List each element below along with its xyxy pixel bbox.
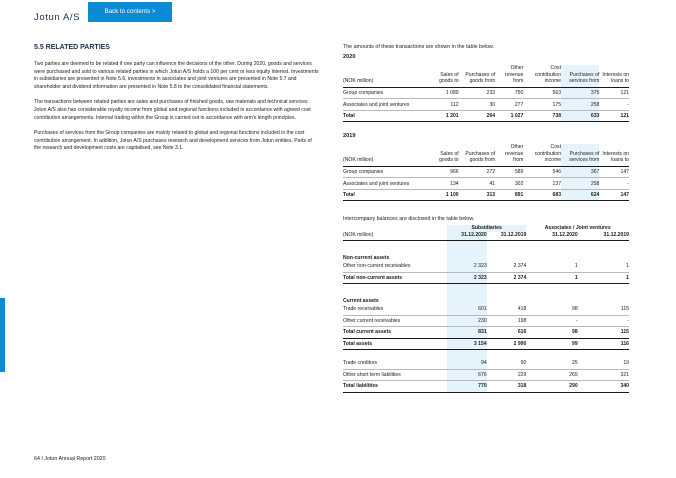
row-label: Trade creditors (343, 358, 447, 370)
table-cell: 121 (599, 87, 629, 99)
table-cell: 147 (599, 166, 629, 178)
column-header: 31.12.2019 (578, 232, 629, 241)
table-cell: 277 (495, 99, 523, 111)
year-2020-heading: 2020 (343, 54, 356, 60)
associates-header: Associates / Joint ventures (544, 225, 611, 231)
table-row (343, 327, 629, 339)
table-cell: 1 027 (495, 110, 523, 122)
table-cell: 2 990 (487, 338, 527, 350)
table-cell: 264 (459, 110, 496, 122)
row-label: Trade receivables (343, 304, 447, 316)
column-header: Purchases of services from (561, 65, 599, 87)
table-row (343, 338, 629, 350)
table-row (343, 261, 629, 273)
table-cell: 115 (578, 327, 629, 339)
section-title: 5.5 RELATED PARTIES (34, 44, 110, 51)
column-header: Cost contribution income (523, 144, 561, 166)
table-cell: 94 (447, 358, 487, 370)
table-cell: 563 (523, 87, 561, 99)
column-header: Sales of goods to (435, 144, 459, 166)
table-cell: 230 (447, 315, 487, 327)
table-cell: 115 (578, 304, 629, 316)
column-header: Cost contribution income (523, 65, 561, 87)
transactions-2019-table (343, 144, 629, 201)
table-row (343, 381, 629, 393)
table-cell: 966 (435, 166, 459, 178)
table-cell: 258 (561, 178, 599, 190)
row-label: Total assets (343, 338, 447, 350)
table-cell: - (599, 178, 629, 190)
table-cell: 616 (487, 327, 527, 339)
back-to-contents-button[interactable]: Back to contents > (88, 2, 172, 22)
table-cell: 624 (561, 189, 599, 201)
column-header: (NOK million) (343, 232, 447, 241)
subsidiaries-header: Subsidiaries (447, 225, 526, 232)
section-label: Non-current assets (343, 254, 390, 261)
table-cell: 891 (495, 189, 523, 201)
paragraph-1: Two parties are deemed to be related if one party can influence the decisions of the other. During 2020, goods and services were purchased and sold to various related parties in which Jotun A/S holds a 100 per cent or less equity interest. Investments in subsidiaries are presented in Note 5.6, investments in associates and joint ventures are presented in Note 5.7 and shareholder and dividend information are presented in Note 5.8 to the consolidated financial statements. (34, 61, 319, 90)
table-cell: 313 (459, 189, 496, 201)
table-cell: 683 (523, 189, 561, 201)
table-cell: 2 374 (487, 261, 527, 273)
table-cell: 258 (561, 99, 599, 111)
column-header: Purchases of services from (561, 144, 599, 166)
row-label: Total (343, 189, 435, 201)
table-cell: 30 (459, 99, 496, 111)
table-cell: 2 323 (447, 261, 487, 273)
table-cell: 98 (526, 327, 577, 339)
column-header: 31.12.2020 (526, 232, 577, 241)
table-row (343, 99, 629, 111)
table-row (343, 358, 629, 370)
table-row (343, 178, 629, 190)
table-cell: 738 (523, 110, 561, 122)
table-cell: 198 (487, 315, 527, 327)
section-label: Current assets (343, 297, 379, 304)
table-cell: 112 (435, 99, 459, 111)
column-header: Interests on loans to (599, 144, 629, 166)
year-2019-heading: 2019 (343, 133, 356, 139)
table-cell: 770 (447, 381, 487, 393)
row-label: Total current assets (343, 327, 447, 339)
table-cell: 290 (526, 381, 577, 393)
column-header: Other revenue from (495, 144, 523, 166)
table-cell: 831 (447, 327, 487, 339)
table-cell: 302 (495, 178, 523, 190)
table-row (343, 166, 629, 178)
table-cell: 99 (526, 338, 577, 350)
table-cell: 589 (495, 166, 523, 178)
column-header: (NOK million) (343, 144, 435, 166)
table-cell: 137 (523, 178, 561, 190)
related-parties-text (34, 44, 320, 161)
table-row (343, 272, 629, 284)
intercompany-intro: Intercompany balances are disclosed in the table below. (343, 216, 475, 222)
table-cell: 134 (435, 178, 459, 190)
table-cell: 25 (526, 358, 577, 370)
row-label: Group companies (343, 166, 435, 178)
row-label: Total (343, 110, 435, 122)
table-cell: 750 (495, 87, 523, 99)
table-row (343, 369, 629, 381)
transactions-intro: The amounts of these transactions are shown in the table below. (343, 44, 495, 50)
column-header: 31.12.2019 (487, 232, 527, 241)
column-header: Purchases of goods from (459, 144, 496, 166)
table-cell: 98 (526, 304, 577, 316)
column-header: (NOK million) (343, 65, 435, 87)
column-header: Interests on loans to (599, 65, 629, 87)
row-label: Group companies (343, 87, 435, 99)
transactions-2020-table (343, 65, 629, 122)
row-label: Other short term liabilities (343, 369, 447, 381)
row-label: Other non-current receivables (343, 261, 447, 273)
table-cell: 1 100 (435, 189, 459, 201)
table-cell: 340 (578, 381, 629, 393)
page-footer: 64 I Jotun Annual Report 2020 (34, 456, 106, 462)
table-cell: 546 (523, 166, 561, 178)
table-cell: 418 (487, 304, 527, 316)
table-cell: 676 (447, 369, 487, 381)
table-cell: 19 (578, 358, 629, 370)
table-cell: 633 (561, 110, 599, 122)
table-cell: 321 (578, 369, 629, 381)
table-cell: - (578, 315, 629, 327)
table-row (343, 189, 629, 201)
table-cell: 272 (459, 166, 496, 178)
table-cell: 147 (599, 189, 629, 201)
table-row (343, 304, 629, 316)
table-cell: 265 (526, 369, 577, 381)
table-cell: 1 (578, 272, 629, 284)
table-cell: 367 (561, 166, 599, 178)
row-label: Associates and joint ventures (343, 178, 435, 190)
table-cell: 601 (447, 304, 487, 316)
table-cell: 229 (487, 369, 527, 381)
table-cell: 1 (578, 261, 629, 273)
column-header: 31.12.2020 (447, 232, 487, 241)
table-cell: 121 (599, 110, 629, 122)
column-header: Sales of goods to (435, 65, 459, 87)
table-cell: 90 (487, 358, 527, 370)
table-cell: 375 (561, 87, 599, 99)
table-cell: 116 (578, 338, 629, 350)
row-label: Other current receivables (343, 315, 447, 327)
row-label: Total non-current assets (343, 272, 447, 284)
paragraph-3: Purchases of services from the Group companies are mainly related to global and regional functions included in the cost contribution arrangement. In addition, Jotun A/S purchases research and development services from Jotun entities. Parts of the research and development costs are capitalised, see Note 3.1. (34, 130, 312, 152)
table-row (343, 315, 629, 327)
column-header: Other revenue from (495, 65, 523, 87)
table-cell: 1 089 (435, 87, 459, 99)
row-label: Total liabilities (343, 381, 447, 393)
paragraph-2: The transactions between related parties are sales and purchases of finished goods, raw materials and technical services. Jotun A/S also has considerable royalty income from global and regional functions included in accordance with agreed cost contribution arrangements. Internal trading within the Group is carried out in accordance with arm's length principles. (34, 99, 311, 121)
column-header: Purchases of goods from (459, 65, 496, 87)
table-row (343, 87, 629, 99)
table-cell: 318 (487, 381, 527, 393)
jotun-logo: Jotun A/S (34, 12, 81, 23)
table-row (343, 110, 629, 122)
side-accent-bar (0, 298, 5, 372)
table-cell: 1 (526, 272, 577, 284)
table-cell: 41 (459, 178, 496, 190)
table-cell: - (526, 315, 577, 327)
table-cell: 1 201 (435, 110, 459, 122)
table-cell: 233 (459, 87, 496, 99)
row-label: Associates and joint ventures (343, 99, 435, 111)
table-cell: 1 (526, 261, 577, 273)
table-cell: 175 (523, 99, 561, 111)
table-cell: 3 154 (447, 338, 487, 350)
intercompany-balances-table (343, 225, 629, 393)
table-cell: - (599, 99, 629, 111)
table-cell: 2 323 (447, 272, 487, 284)
table-cell: 2 374 (487, 272, 527, 284)
